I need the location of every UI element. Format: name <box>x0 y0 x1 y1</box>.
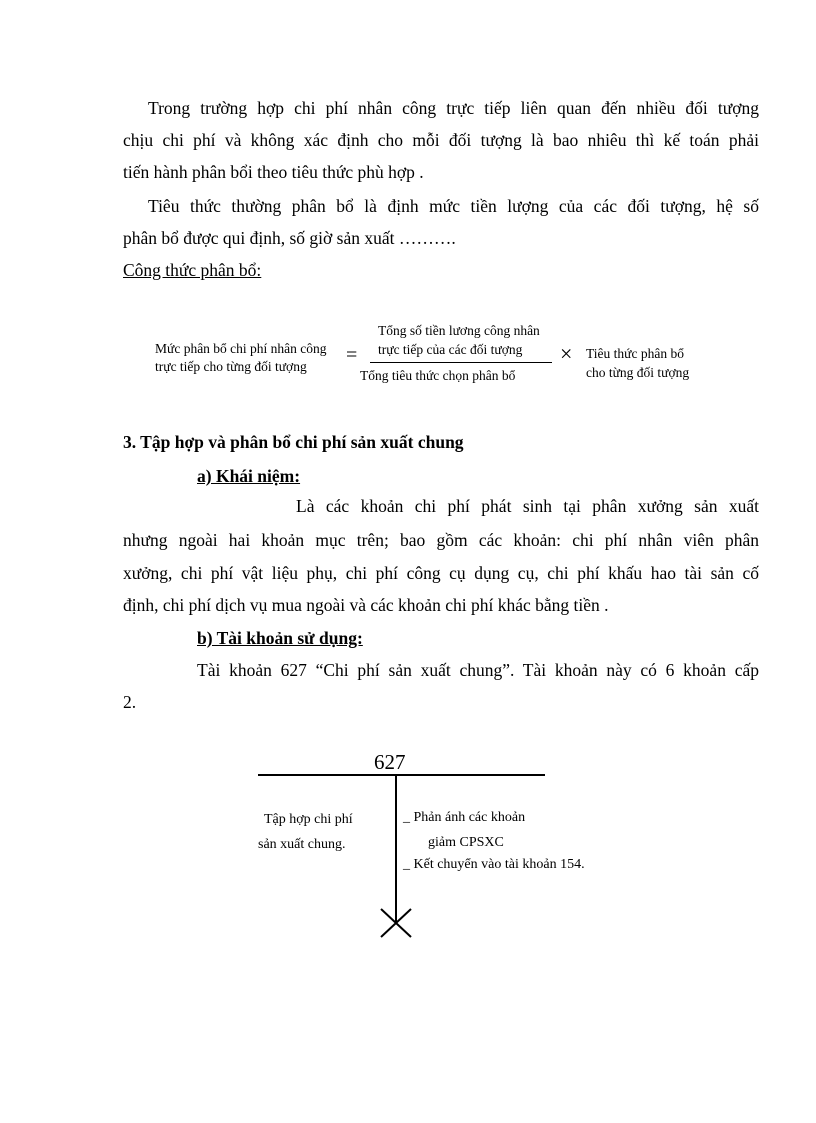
section-a-line-4: định, chi phí dịch vụ mua ngoài và các khoản chi phí khác bằng tiền . <box>123 595 609 615</box>
t-account-top-bar <box>258 774 545 776</box>
section-b-line-2: 2. <box>123 692 137 712</box>
formula-numerator-line-2: trực tiếp của các đối tượng <box>378 342 523 357</box>
paragraph-1-line-3: tiến hành phân bổi theo tiêu thức phù hợp . <box>123 162 424 182</box>
credit-line-3: _ Kết chuyển vào tài khoản 154. <box>403 857 585 872</box>
t-account-number: 627 <box>374 750 406 774</box>
formula-lhs-line-1: Mức phân bổ chi phí nhân công <box>155 341 327 356</box>
fraction-bar <box>370 362 552 363</box>
section-a-line-3: xưởng, chi phí vật liệu phụ, chi phí công cụ dụng cụ, chi phí khấu hao tài sản cố <box>123 563 759 583</box>
formula-denominator: Tổng tiêu thức chọn phân bổ <box>360 368 516 383</box>
formula-lhs-line-2: trực tiếp cho từng đối tượng <box>155 359 307 374</box>
subsection-b-heading: b) Tài khoản sử dụng: <box>197 628 363 648</box>
credit-line-1: _ Phản ánh các khoản <box>403 810 526 825</box>
section-a-line-2: nhưng ngoài hai khoản mục trên; bao gồm các khoản: chi phí nhân viên phân <box>123 530 759 550</box>
paragraph-1-line-1: Trong trường hợp chi phí nhân công trực tiếp liên quan đến nhiều đối tượng <box>148 98 759 118</box>
section-b-line-1: Tài khoản 627 “Chi phí sản xuất chung”. Tài khoản này có 6 khoản cấp <box>197 660 759 680</box>
equals-sign: = <box>346 344 358 366</box>
times-sign: × <box>560 341 573 366</box>
cross-mark-icon <box>378 906 414 940</box>
section-a-line-1: Là các khoản chi phí phát sinh tại phân xưởng sản xuất <box>296 496 759 516</box>
formula-numerator-line-1: Tổng số tiền lương công nhân <box>378 323 540 338</box>
subsection-a-heading: a) Khái niệm: <box>197 466 301 486</box>
debit-line-2: sản xuất chung. <box>258 837 346 852</box>
formula-heading: Công thức phân bổ: <box>123 260 262 280</box>
credit-line-2: giảm CPSXC <box>428 835 504 850</box>
paragraph-2-line-1: Tiêu thức thường phân bổ là định mức tiền lượng của các đối tượng, hệ số <box>148 196 759 216</box>
debit-line-1: Tập hợp chi phí <box>264 812 353 827</box>
formula-rhs-line-1: Tiêu thức phân bổ <box>586 346 684 361</box>
formula-rhs-line-2: cho từng đối tượng <box>586 365 690 380</box>
t-account-vertical-bar <box>395 776 397 924</box>
paragraph-2-line-2: phân bổ được qui định, số giờ sản xuất ………. <box>123 228 456 248</box>
section-3-heading: 3. Tập hợp và phân bổ chi phí sản xuất chung <box>123 432 464 452</box>
paragraph-1-line-2: chịu chi phí và không xác định cho mỗi đối tượng là bao nhiêu thì kế toán phải <box>123 130 759 150</box>
